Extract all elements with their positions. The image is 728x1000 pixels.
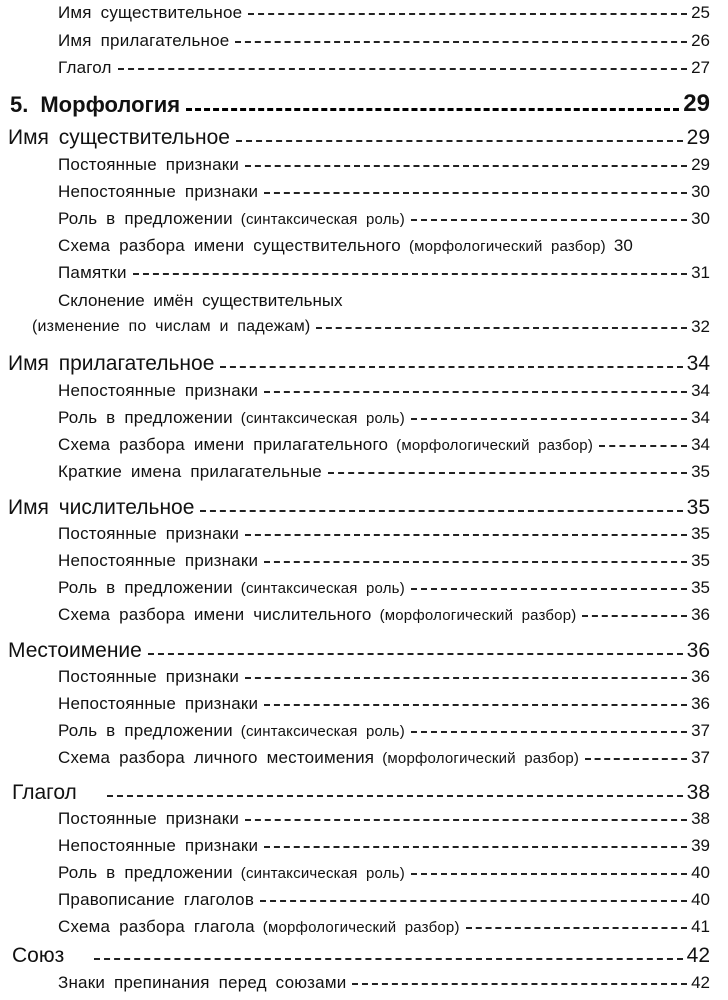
toc-entry bbox=[58, 606, 710, 623]
dotted-leader bbox=[582, 615, 687, 617]
toc-entry-page: 42 bbox=[691, 973, 710, 992]
dotted-leader bbox=[264, 391, 687, 393]
dotted-leader bbox=[107, 795, 683, 797]
dotted-leader bbox=[328, 472, 687, 474]
dotted-leader bbox=[466, 927, 687, 929]
chapter-heading bbox=[10, 92, 710, 116]
toc-entry-label: Постоянные признаки bbox=[58, 524, 240, 543]
toc-entry bbox=[58, 156, 710, 173]
dotted-leader bbox=[118, 68, 687, 70]
toc-entry-page: 39 bbox=[691, 836, 710, 855]
dotted-leader bbox=[245, 534, 687, 536]
toc-entry-page: 34 bbox=[691, 435, 710, 454]
toc-entry bbox=[58, 552, 710, 569]
toc-section-page: 36 bbox=[686, 639, 710, 662]
dotted-leader bbox=[599, 445, 687, 447]
toc-entry bbox=[58, 436, 710, 453]
toc-entry-label: Имя прилагательное bbox=[58, 31, 230, 50]
toc-entry-page: 26 bbox=[691, 31, 710, 50]
toc-entry bbox=[58, 918, 710, 935]
toc-section-title: Местоимение bbox=[8, 639, 142, 662]
toc-entry-page: 31 bbox=[691, 263, 710, 282]
toc-entry-page: 36 bbox=[691, 605, 710, 624]
toc-entry bbox=[58, 891, 710, 908]
toc-entry bbox=[58, 579, 710, 596]
toc-entry-page: 40 bbox=[691, 890, 710, 909]
toc-entry bbox=[58, 59, 710, 76]
dotted-leader bbox=[200, 510, 682, 512]
chapter-title: Морфология bbox=[40, 92, 181, 117]
toc-entry-page: 38 bbox=[691, 809, 710, 828]
toc-entry-label: Схема разбора имени существительного bbox=[58, 236, 401, 255]
toc-entry-label: Непостоянные признаки bbox=[58, 836, 259, 855]
dotted-leader bbox=[236, 140, 683, 142]
toc-section bbox=[8, 640, 710, 661]
toc-section bbox=[12, 945, 710, 966]
toc-entry-continuation: (изменение по числам и падежам) bbox=[32, 318, 311, 335]
toc-entry-page: 35 bbox=[691, 524, 710, 543]
toc-entry-label: Непостоянные признаки bbox=[58, 694, 259, 713]
dotted-leader bbox=[245, 165, 687, 167]
dotted-leader bbox=[94, 958, 682, 960]
toc-entry bbox=[32, 318, 710, 335]
toc-entry-page: 35 bbox=[691, 462, 710, 481]
toc-entry-label: Краткие имена прилагательные bbox=[58, 462, 322, 481]
dotted-leader bbox=[220, 366, 682, 368]
toc-entry-note: (морфологический разбор) bbox=[262, 919, 460, 936]
toc-section-page: 38 bbox=[686, 781, 710, 804]
dotted-leader bbox=[411, 731, 687, 733]
dotted-leader bbox=[585, 758, 687, 760]
toc-entry-note: (морфологический разбор) bbox=[379, 607, 577, 624]
toc-entry bbox=[58, 668, 710, 685]
toc-entry-page: 37 bbox=[691, 748, 710, 767]
toc-entry bbox=[58, 183, 710, 200]
toc-entry-label: Имя существительное bbox=[58, 3, 243, 22]
toc-entry-label: Правописание глаголов bbox=[58, 890, 255, 909]
toc-entry-label: Роль в предложении bbox=[58, 578, 233, 597]
toc-entry bbox=[58, 210, 710, 227]
toc-entry-page: 41 bbox=[691, 917, 710, 936]
toc-entry bbox=[58, 749, 710, 766]
toc-entry-note: (синтаксическая роль) bbox=[240, 410, 405, 427]
toc-entry-page: 29 bbox=[691, 155, 710, 174]
dotted-leader bbox=[264, 561, 687, 563]
toc-entry-label: Непостоянные признаки bbox=[58, 182, 259, 201]
dotted-leader bbox=[264, 192, 687, 194]
toc-section-page: 34 bbox=[686, 352, 710, 375]
toc-section bbox=[12, 782, 710, 803]
dotted-leader bbox=[264, 846, 687, 848]
toc-entry bbox=[58, 463, 710, 480]
toc-entry-label: Глагол bbox=[58, 58, 112, 77]
toc-entry-note: (морфологический разбор) bbox=[382, 750, 580, 767]
toc-entry-page: 40 bbox=[691, 863, 710, 882]
dotted-leader bbox=[245, 819, 687, 821]
toc-entry-label: Схема разбора имени числительного bbox=[58, 605, 372, 624]
dotted-leader bbox=[411, 418, 687, 420]
toc-entry-label: Склонение имён существительных bbox=[58, 291, 343, 310]
dotted-leader bbox=[248, 13, 687, 15]
toc-entry-label: Непостоянные признаки bbox=[58, 381, 259, 400]
toc-entry-label: Роль в предложении bbox=[58, 721, 233, 740]
toc-section-title: Союз bbox=[12, 944, 65, 967]
toc-entry-page: 34 bbox=[691, 381, 710, 400]
toc-entry bbox=[58, 237, 710, 254]
toc-entry-page: 25 bbox=[691, 3, 710, 22]
toc-entry-page: 27 bbox=[691, 58, 710, 77]
toc-entry bbox=[58, 864, 710, 881]
toc-entry-page: 30 bbox=[613, 236, 633, 255]
toc-section-page: 29 bbox=[686, 126, 710, 149]
toc-entry-label: Постоянные признаки bbox=[58, 155, 240, 174]
toc-entry-label: Памятки bbox=[58, 263, 127, 282]
toc-entry-page: 35 bbox=[691, 551, 710, 570]
toc-entry-label: Роль в предложении bbox=[58, 408, 233, 427]
toc-entry-note: (морфологический разбор) bbox=[408, 238, 606, 255]
toc-section-page: 35 bbox=[686, 496, 710, 519]
dotted-leader bbox=[245, 677, 687, 679]
toc-entry bbox=[58, 409, 710, 426]
toc-entry-label: Непостоянные признаки bbox=[58, 551, 259, 570]
toc-entry-note: (морфологический разбор) bbox=[396, 437, 594, 454]
toc-entry-page: 32 bbox=[691, 317, 710, 336]
toc-section-title: Имя существительное bbox=[8, 126, 230, 149]
toc-entry-label: Роль в предложении bbox=[58, 209, 233, 228]
toc-entry bbox=[58, 4, 710, 21]
toc-entry bbox=[58, 525, 710, 542]
dotted-leader bbox=[411, 219, 687, 221]
dotted-leader bbox=[411, 873, 687, 875]
toc-entry-page: 36 bbox=[691, 667, 710, 686]
toc-entry-page: 36 bbox=[691, 694, 710, 713]
toc-entry bbox=[58, 837, 710, 854]
dotted-leader bbox=[352, 983, 687, 985]
toc-entry-page: 30 bbox=[691, 209, 710, 228]
dotted-leader bbox=[260, 900, 687, 902]
toc-entry bbox=[58, 32, 710, 49]
toc-entry-label: Знаки препинания перед союзами bbox=[58, 973, 347, 992]
toc-entry-label: Постоянные признаки bbox=[58, 809, 240, 828]
dotted-leader bbox=[411, 588, 687, 590]
chapter-number: 5. bbox=[10, 92, 29, 117]
toc-entry-note: (синтаксическая роль) bbox=[240, 211, 405, 228]
toc-section bbox=[8, 353, 710, 374]
toc-entry-page: 34 bbox=[691, 408, 710, 427]
dotted-leader bbox=[148, 653, 683, 655]
toc-section-title: Имя прилагательное bbox=[8, 352, 215, 375]
dotted-leader bbox=[316, 327, 687, 329]
toc-section-page: 42 bbox=[686, 944, 710, 967]
toc-entry-page: 37 bbox=[691, 721, 710, 740]
dotted-leader bbox=[235, 41, 687, 43]
toc-entry-note: (синтаксическая роль) bbox=[240, 723, 405, 740]
dotted-leader bbox=[133, 273, 687, 275]
dotted-leader bbox=[264, 704, 687, 706]
toc-entry bbox=[58, 264, 710, 281]
toc-entry bbox=[58, 722, 710, 739]
toc-entry-page: 30 bbox=[691, 182, 710, 201]
toc-entry-note: (синтаксическая роль) bbox=[240, 580, 405, 597]
toc-entry bbox=[58, 810, 710, 827]
toc-entry bbox=[58, 974, 710, 991]
toc-entry-label: Роль в предложении bbox=[58, 863, 233, 882]
toc-entry bbox=[58, 382, 710, 399]
toc-section-title: Имя числительное bbox=[8, 496, 195, 519]
chapter-page: 29 bbox=[683, 90, 710, 117]
toc-section bbox=[8, 497, 710, 518]
toc-entry-label: Схема разбора глагола bbox=[58, 917, 255, 936]
toc-entry-label: Схема разбора личного местоимения bbox=[58, 748, 375, 767]
dotted-leader bbox=[186, 108, 679, 111]
toc-entry bbox=[58, 695, 710, 712]
toc-entry-label: Постоянные признаки bbox=[58, 667, 240, 686]
toc-entry-note: (синтаксическая роль) bbox=[240, 865, 405, 882]
toc-entry-page: 35 bbox=[691, 578, 710, 597]
toc-section bbox=[8, 127, 710, 148]
toc-entry-label: Схема разбора имени прилагательного bbox=[58, 435, 389, 454]
toc-section-title: Глагол bbox=[12, 781, 77, 804]
